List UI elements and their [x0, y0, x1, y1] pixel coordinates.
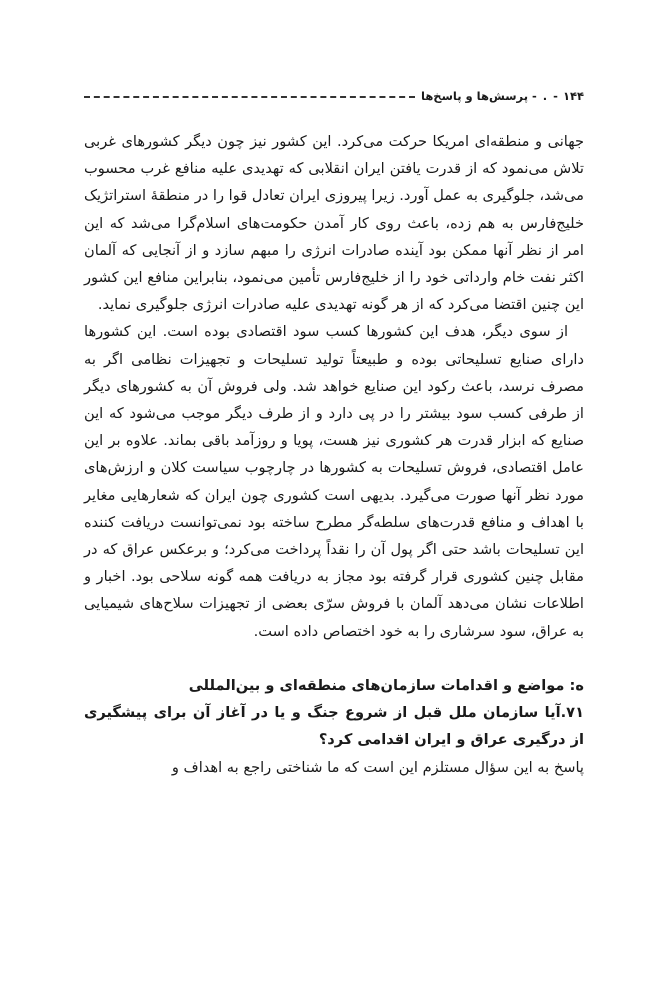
answer-text: پاسخ به این سؤال مستلزم این است که ما شناختی راجع به اهداف و — [171, 758, 584, 776]
paragraph-2: از سوی دیگر، هدف این کشورها کسب سود اقتصادی بوده است. این کشورها دارای صنایع تسلیحاتی بوده و طبیعتاً تولید تسلیحات و تجهیزات نظامی اگر به مصرف نرسد، باعث رکود این صنایع خواهد شد. ولی فروش آن به کشورهای دیگر از طرفی کسب سود بیشتر را در پی دارد و از طرف دیگر موجب می‌شود که این صنایع که ابزار قدرت هر کشوری نیز هست، پویا و روزآمد باقی بماند. علاوه بر این عامل اقتصادی، فروش تسلیحات به کشورها در چارچوب سیاست کلان و ارزش‌های مورد نظر آنها صورت می‌گیرد. بدیهی است کشوری چون ایران که شعارهایی مغایر با اهداف و منافع قدرت‌های سلطه‌گر مطرح ساخته بود نمی‌توانست دریافت کننده این تسلیحات باشد حتی اگر پول آن را نقداً پرداخت می‌کرد؛ و برعکس عراق که در مقابل چنین کشوری قرار گرفته بود مجاز به دریافت همه گونه سلاحی بود. اخبار و اطلاعات نشان می‌دهد آلمان با فروش سرّی بعضی از تجهیزات سلاح‌های شیمیایی به عراق، سود سرشاری را به خود اختصاص داده است. — [84, 323, 584, 640]
header-rule — [84, 96, 415, 98]
page-header — [84, 88, 584, 104]
running-title: پرسش‌ها و پاسخ‌ها — [421, 89, 529, 103]
section-heading: ه: مواضع و اقدامات سازمان‌های منطقه‌ای و بین‌المللی — [188, 676, 584, 694]
book-page — [84, 88, 584, 781]
body-text — [84, 128, 584, 645]
page-number: ۱۴۴ — [562, 89, 584, 103]
header-separator: - . - — [532, 89, 559, 103]
paragraph-1: جهانی و منطقه‌ای امریکا حرکت می‌کرد. این کشور نیز چون دیگر کشورهای غربی تلاش می‌نمود که از قدرت یافتن ایران انقلابی که تهدیدی علیه منافع غرب محسوب می‌شد، جلوگیری به عمل آورد. زیرا پیروزی ایران تعادل قوا را در منطقهٔ استراتژیک خلیج‌فارس به هم زده، باعث روی کار آمدن حکومت‌های اسلام‌گرا می‌شد که این امر از نظر آنها ممکن بود آینده صادرات انرژی را مبهم سازد و از آنجایی که آلمان اکثر نفت خام وارداتی خود را از خلیج‌فارس تأمین می‌نمود، بنابراین منافع این کشور این چنین اقتضا می‌کرد که از هر گونه تهدیدی علیه صادرات انرژی جلوگیری نماید. — [84, 133, 584, 314]
question-heading: ۷۱.آیا سازمان ملل قبل از شروع جنگ و یا در آغاز آن برای پیشگیری از درگیری عراق و ایران اقدامی کرد؟ — [84, 703, 584, 749]
